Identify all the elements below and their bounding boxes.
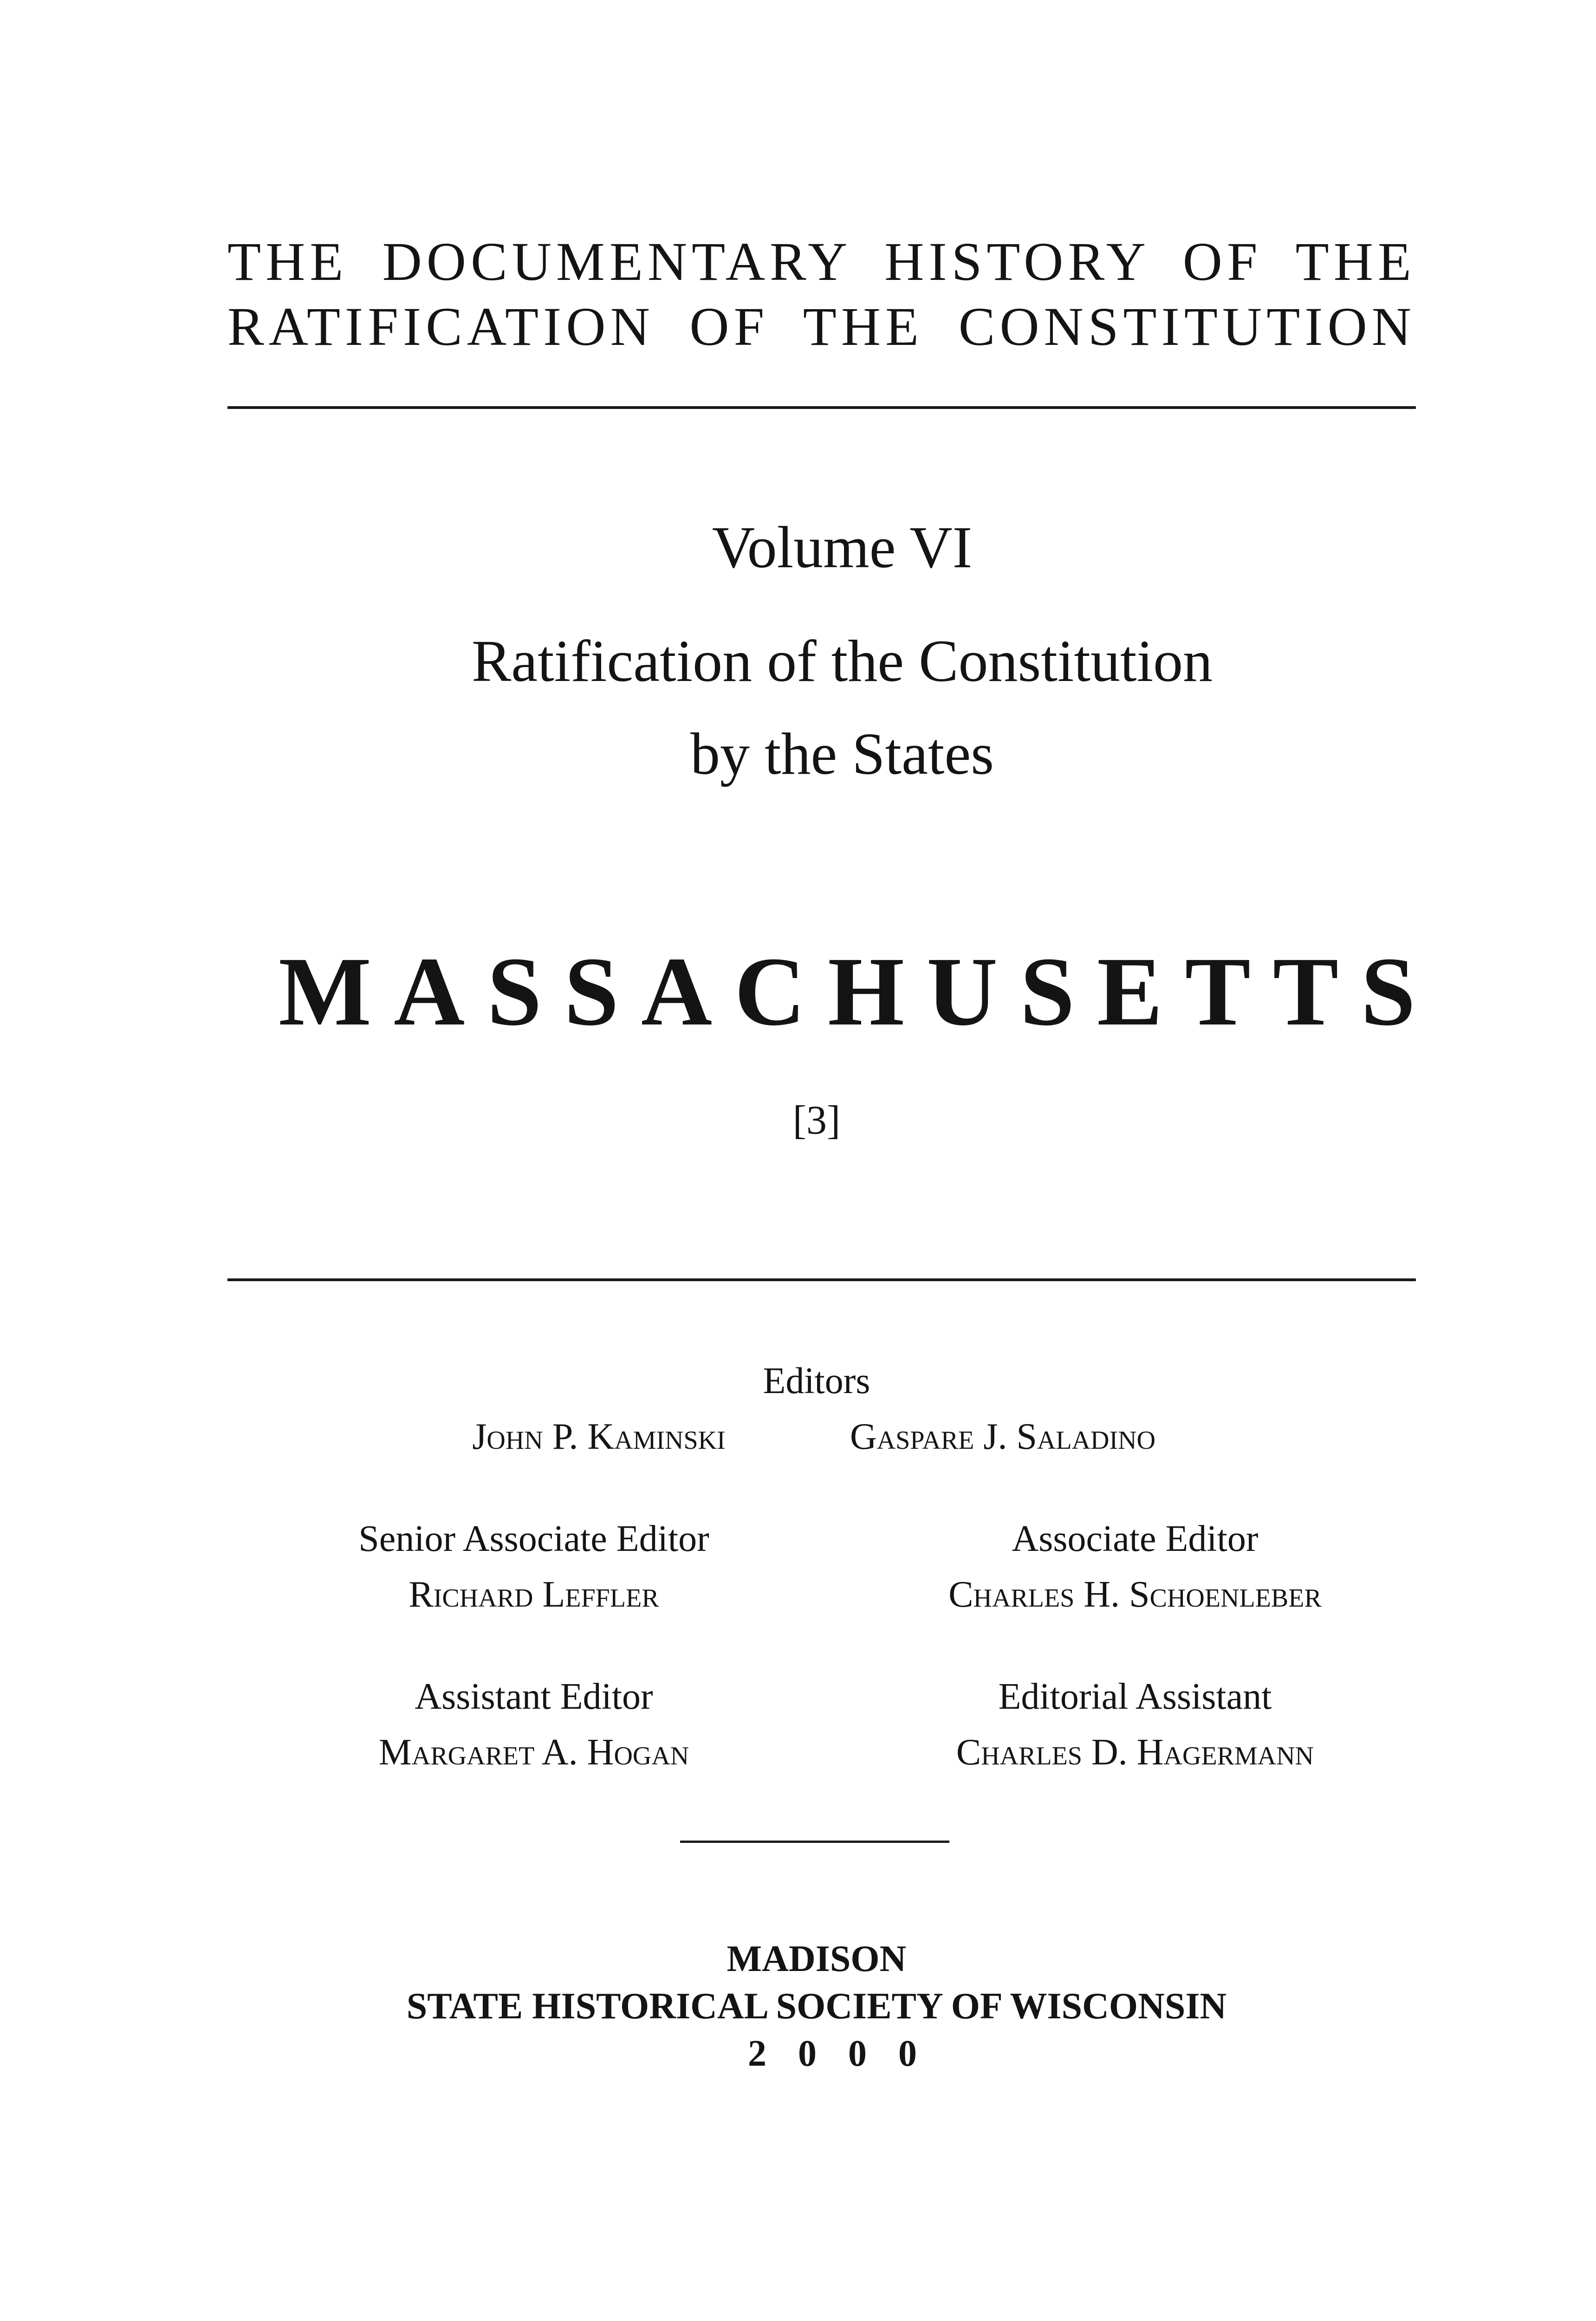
volume-subtitle-line2: by the States [690, 721, 994, 787]
imprint-year: 2000 [748, 2033, 948, 2074]
senior-associate-editor-heading: Senior Associate Editor [358, 1518, 709, 1559]
editor-name-kaminski: John P. Kaminski [472, 1416, 726, 1457]
volume-subtitle-line1: Ratification of the Constitution [471, 628, 1213, 694]
middle-rule [227, 1278, 1416, 1281]
series-title-line2: RATIFICATION OF THE CONSTITUTION [227, 296, 1416, 357]
series-title-line1: THE DOCUMENTARY HISTORY OF THE [227, 231, 1416, 292]
assistant-editor-name: Margaret A. Hogan [378, 1732, 689, 1773]
short-rule [680, 1841, 949, 1843]
part-number: [3] [792, 1098, 841, 1143]
associate-editor-heading: Associate Editor [1012, 1518, 1259, 1559]
imprint-publisher: STATE HISTORICAL SOCIETY OF WISCONSIN [406, 1986, 1227, 2027]
editorial-assistant-heading: Editorial Assistant [998, 1676, 1272, 1717]
editors-heading: Editors [763, 1361, 870, 1401]
editorial-assistant-name: Charles D. Hagermann [956, 1732, 1314, 1773]
volume-label: Volume VI [712, 514, 973, 580]
editor-name-saladino: Gaspare J. Saladino [850, 1416, 1156, 1457]
state-name: MASSACHUSETTS [279, 937, 1438, 1046]
senior-associate-editor-name: Richard Leffler [409, 1574, 659, 1615]
assistant-editor-heading: Assistant Editor [415, 1676, 653, 1717]
associate-editor-name: Charles H. Schoenleber [948, 1574, 1322, 1615]
imprint-city: MADISON [727, 1938, 907, 1979]
top-rule [227, 406, 1416, 409]
